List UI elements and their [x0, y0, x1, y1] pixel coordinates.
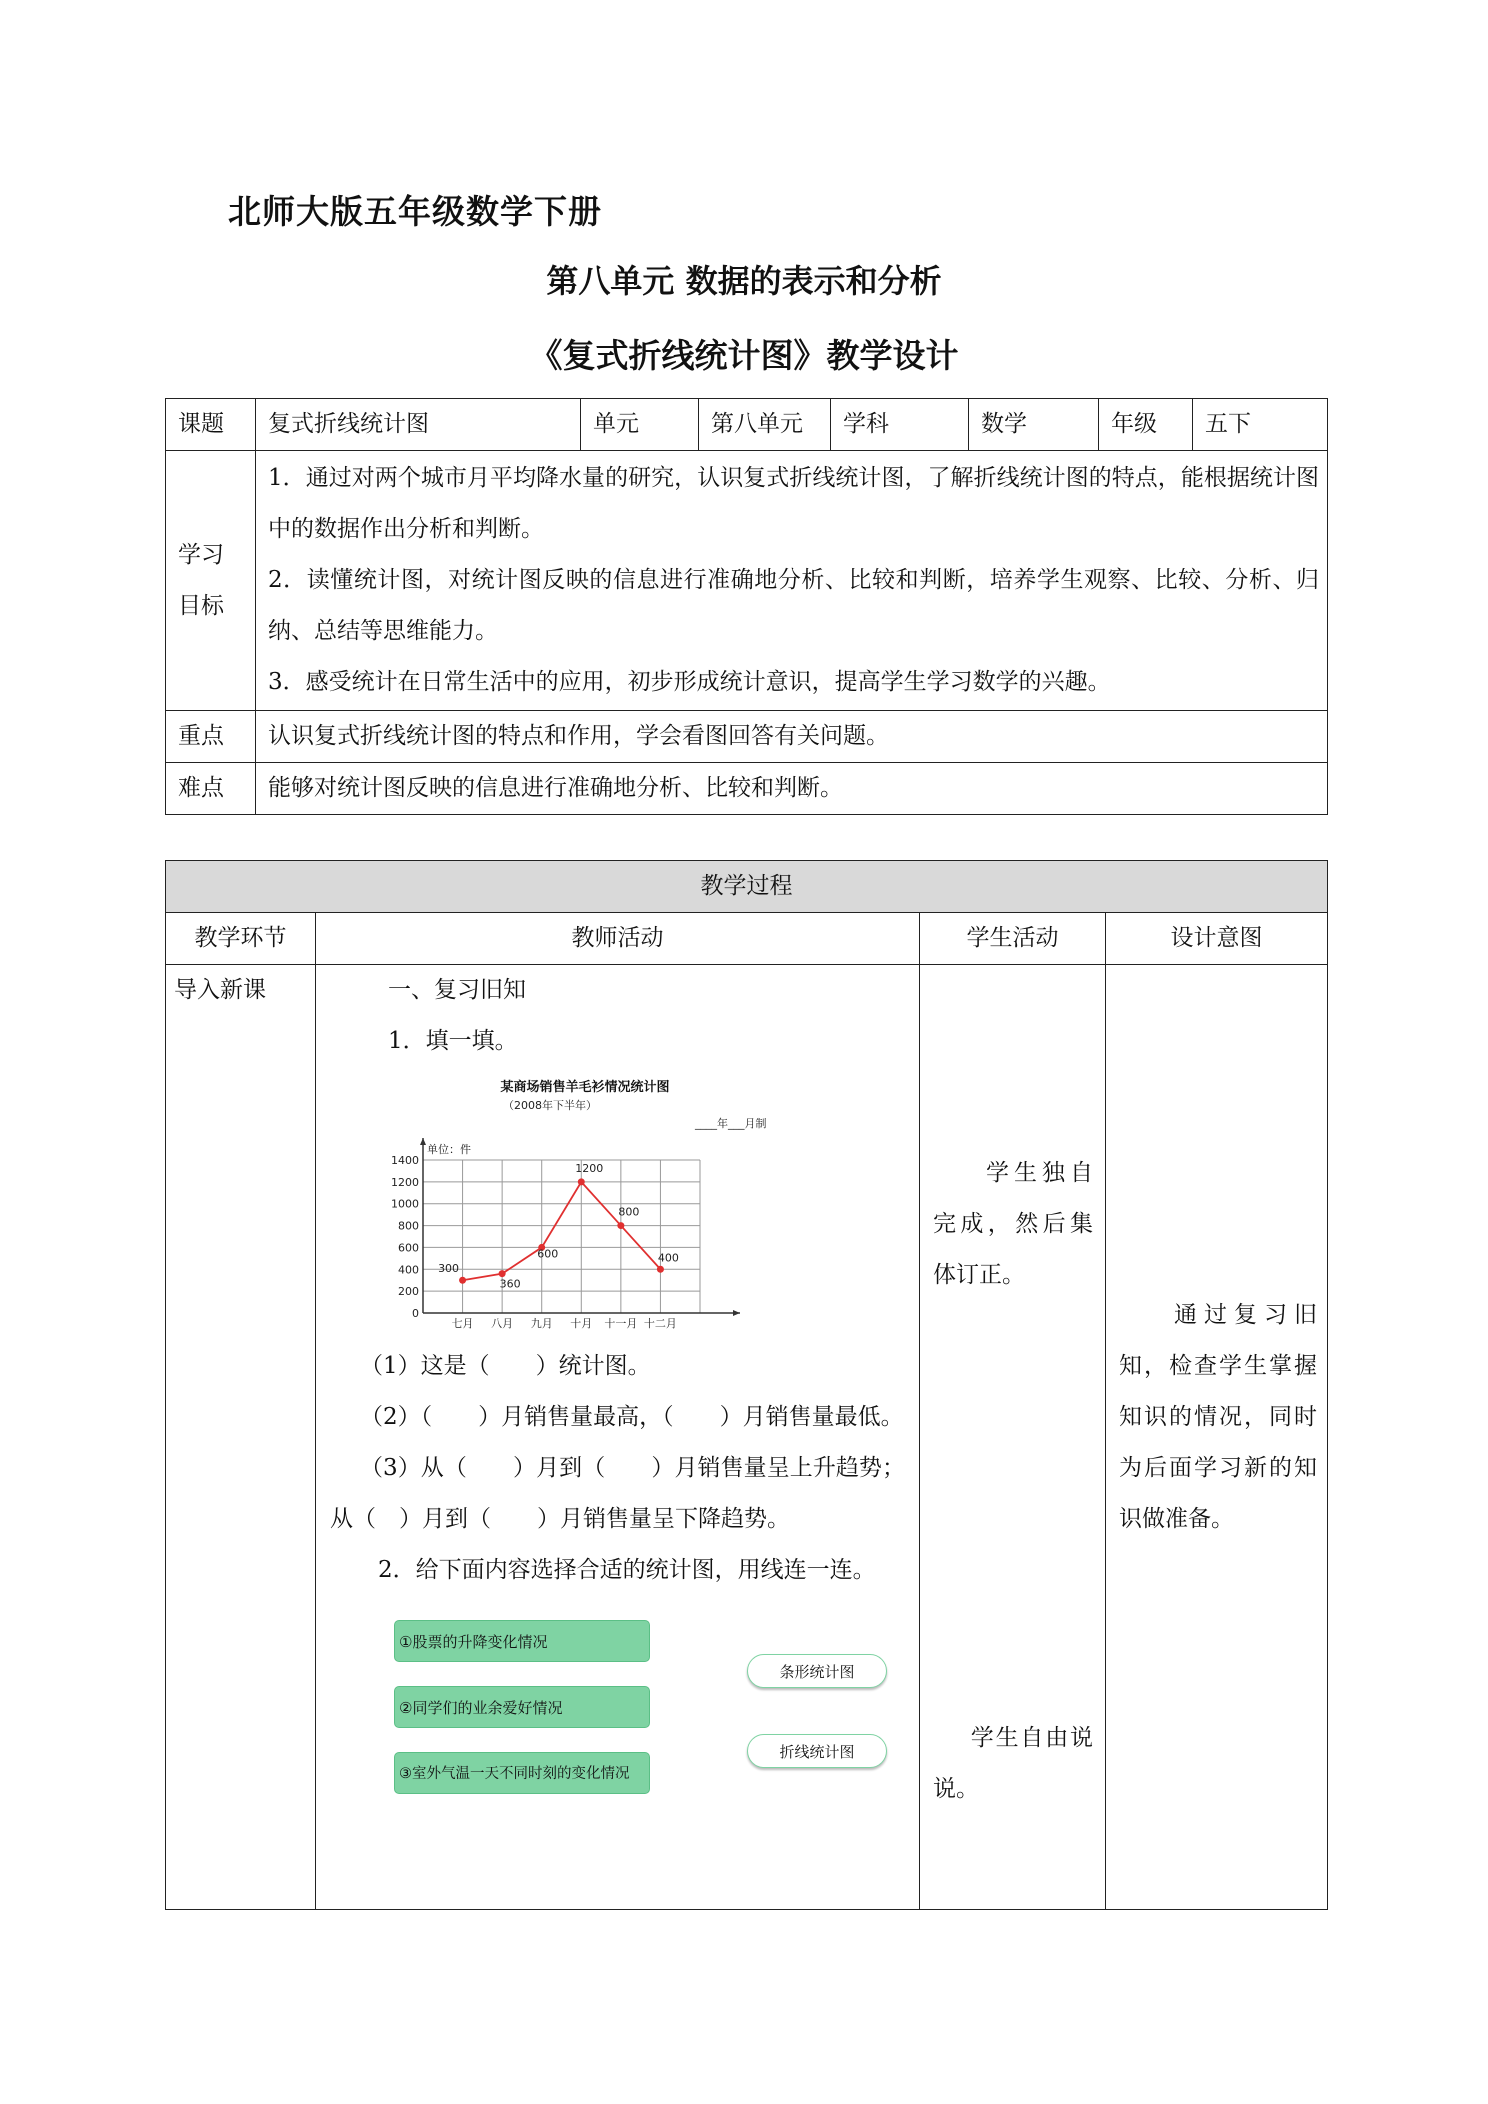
col-design: 设计意图	[1106, 913, 1328, 965]
data-label: 360	[499, 1277, 521, 1291]
unit-label: 单元	[581, 399, 699, 451]
key-label: 重点	[166, 711, 256, 763]
goal-3: 3．感受统计在日常生活中的应用，初步形成统计意识，提高学生学习数学的兴趣。	[268, 669, 1111, 695]
y-tick-label: 1400	[391, 1154, 419, 1167]
design-intent-cell	[1106, 965, 1328, 1910]
student-activity-cell	[920, 965, 1106, 1910]
process-table	[165, 860, 1328, 1910]
x-tick-label: 八月	[491, 1317, 514, 1330]
chart-series	[438, 1162, 679, 1291]
y-axis-arrow	[420, 1138, 426, 1145]
match-item-2[interactable]: ②同学们的业余爱好情况	[394, 1686, 650, 1728]
info-row-goals	[166, 451, 1328, 711]
x-tick-label: 十月	[570, 1317, 593, 1330]
goal-1: 1．通过对两个城市月平均降水量的研究，认识复式折线统计图，了解折线统计图的特点，能根据统计图中的数据作出分析和判断。	[268, 465, 1319, 542]
col-student: 学生活动	[920, 913, 1106, 965]
x-tick-label: 十二月	[643, 1317, 677, 1330]
data-label: 1200	[575, 1161, 604, 1175]
series-line	[463, 1182, 661, 1280]
col-stage: 教学环节	[166, 913, 316, 965]
design-intent-text: 通过复习旧知，检查学生掌握知识的情况，同时为后面学习新的知识做准备。	[1119, 1302, 1317, 1532]
y-tick-label: 800	[398, 1219, 419, 1233]
question-2: 2．给下面内容选择合适的统计图，用线连一连。	[378, 1557, 876, 1583]
book-title: 北师大版五年级数学下册	[228, 192, 602, 231]
grade-label: 年级	[1099, 399, 1193, 451]
unit-value: 第八单元	[699, 399, 831, 451]
question-1: 1．填一填。	[388, 1028, 518, 1054]
chart-ticks	[391, 1154, 677, 1330]
data-label: 800	[618, 1205, 640, 1219]
info-row-topic	[166, 399, 1328, 451]
teacher-activity-cell	[316, 965, 920, 1910]
chart-title: 某商场销售羊毛衫情况统计图	[500, 1080, 670, 1095]
review-title: 一、复习旧知	[388, 977, 526, 1003]
data-point	[459, 1277, 466, 1284]
x-tick-label: 七月	[451, 1317, 474, 1330]
goal-2: 2．读懂统计图，对统计图反映的信息进行准确地分析、比较和判断，培养学生观察、比较、分析、归纳、总结等思维能力。	[268, 567, 1319, 644]
topic-label: 课题	[166, 399, 256, 451]
x-axis-arrow	[733, 1310, 740, 1316]
chart-grid	[423, 1160, 700, 1313]
info-row-difficulty	[166, 763, 1328, 815]
x-tick-label: 十一月	[604, 1317, 638, 1330]
student-activity-2-text: 学生自由说说。	[933, 1725, 1093, 1802]
match-bar-chart[interactable]: 条形统计图	[747, 1654, 887, 1688]
chart-subtitle: （2008年下半年）	[503, 1099, 597, 1112]
design-intent	[1119, 1290, 1317, 1545]
topic-value: 复式折线统计图	[256, 399, 581, 451]
data-point	[617, 1222, 624, 1229]
y-tick-label: 1000	[391, 1197, 419, 1211]
y-tick-label: 0	[412, 1307, 419, 1320]
difficulty-value: 能够对统计图反映的信息进行准确地分析、比较和判断。	[256, 763, 1328, 815]
data-label: 600	[537, 1247, 559, 1261]
matching-exercise	[330, 1602, 905, 1802]
process-heading: 教学过程	[166, 861, 1328, 913]
data-label: 300	[438, 1262, 460, 1276]
data-label: 400	[657, 1251, 679, 1265]
student-activity-1-text: 学生独自完成，然后集体订正。	[933, 1160, 1093, 1288]
chart-svg	[375, 1075, 795, 1337]
key-value: 认识复式折线统计图的特点和作用，学会看图回答有关问题。	[256, 711, 1328, 763]
y-tick-label: 400	[398, 1263, 419, 1277]
lesson-info-table	[165, 398, 1328, 815]
info-row-key	[166, 711, 1328, 763]
col-teacher: 教师活动	[316, 913, 920, 965]
data-point	[499, 1270, 506, 1277]
unit-title: 第八单元 数据的表示和分析	[546, 262, 942, 300]
y-tick-label: 200	[398, 1285, 419, 1299]
question-1-3: （3）从（ ）月到（ ）月销售量呈上升趋势； 从（ ）月到（ ）月销售量呈下降趋势。	[330, 1455, 905, 1532]
y-tick-label: 1200	[391, 1175, 419, 1189]
stage-cell: 导入新课	[166, 965, 316, 1910]
goals-label	[166, 451, 256, 711]
chart-unit-label: 单位：件	[427, 1143, 471, 1156]
chart-date-note: ____年___月制	[695, 1117, 767, 1130]
y-tick-label: 600	[398, 1241, 419, 1255]
difficulty-label: 难点	[166, 763, 256, 815]
question-1-2: （2）（ ）月销售量最高，（ ）月销售量最低。	[360, 1404, 904, 1430]
match-item-3[interactable]: ③室外气温一天不同时刻的变化情况	[394, 1752, 650, 1794]
grade-value: 五下	[1193, 399, 1328, 451]
lesson-title: 《复式折线统计图》教学设计	[529, 336, 959, 375]
question-1-1: （1）这是（ ）统计图。	[360, 1353, 651, 1379]
data-point	[578, 1178, 585, 1185]
goals-cell	[256, 451, 1328, 711]
student-activity-1	[933, 1148, 1093, 1301]
match-line-chart[interactable]: 折线统计图	[747, 1734, 887, 1768]
match-item-1[interactable]: ①股票的升降变化情况	[394, 1620, 650, 1662]
x-tick-label: 九月	[530, 1317, 553, 1330]
sales-line-chart	[375, 1075, 795, 1337]
goals-label-text: 学习目标	[178, 541, 224, 619]
data-point	[657, 1266, 664, 1273]
subject-label: 学科	[831, 399, 969, 451]
subject-value: 数学	[969, 399, 1099, 451]
student-activity-2	[933, 1713, 1093, 1815]
